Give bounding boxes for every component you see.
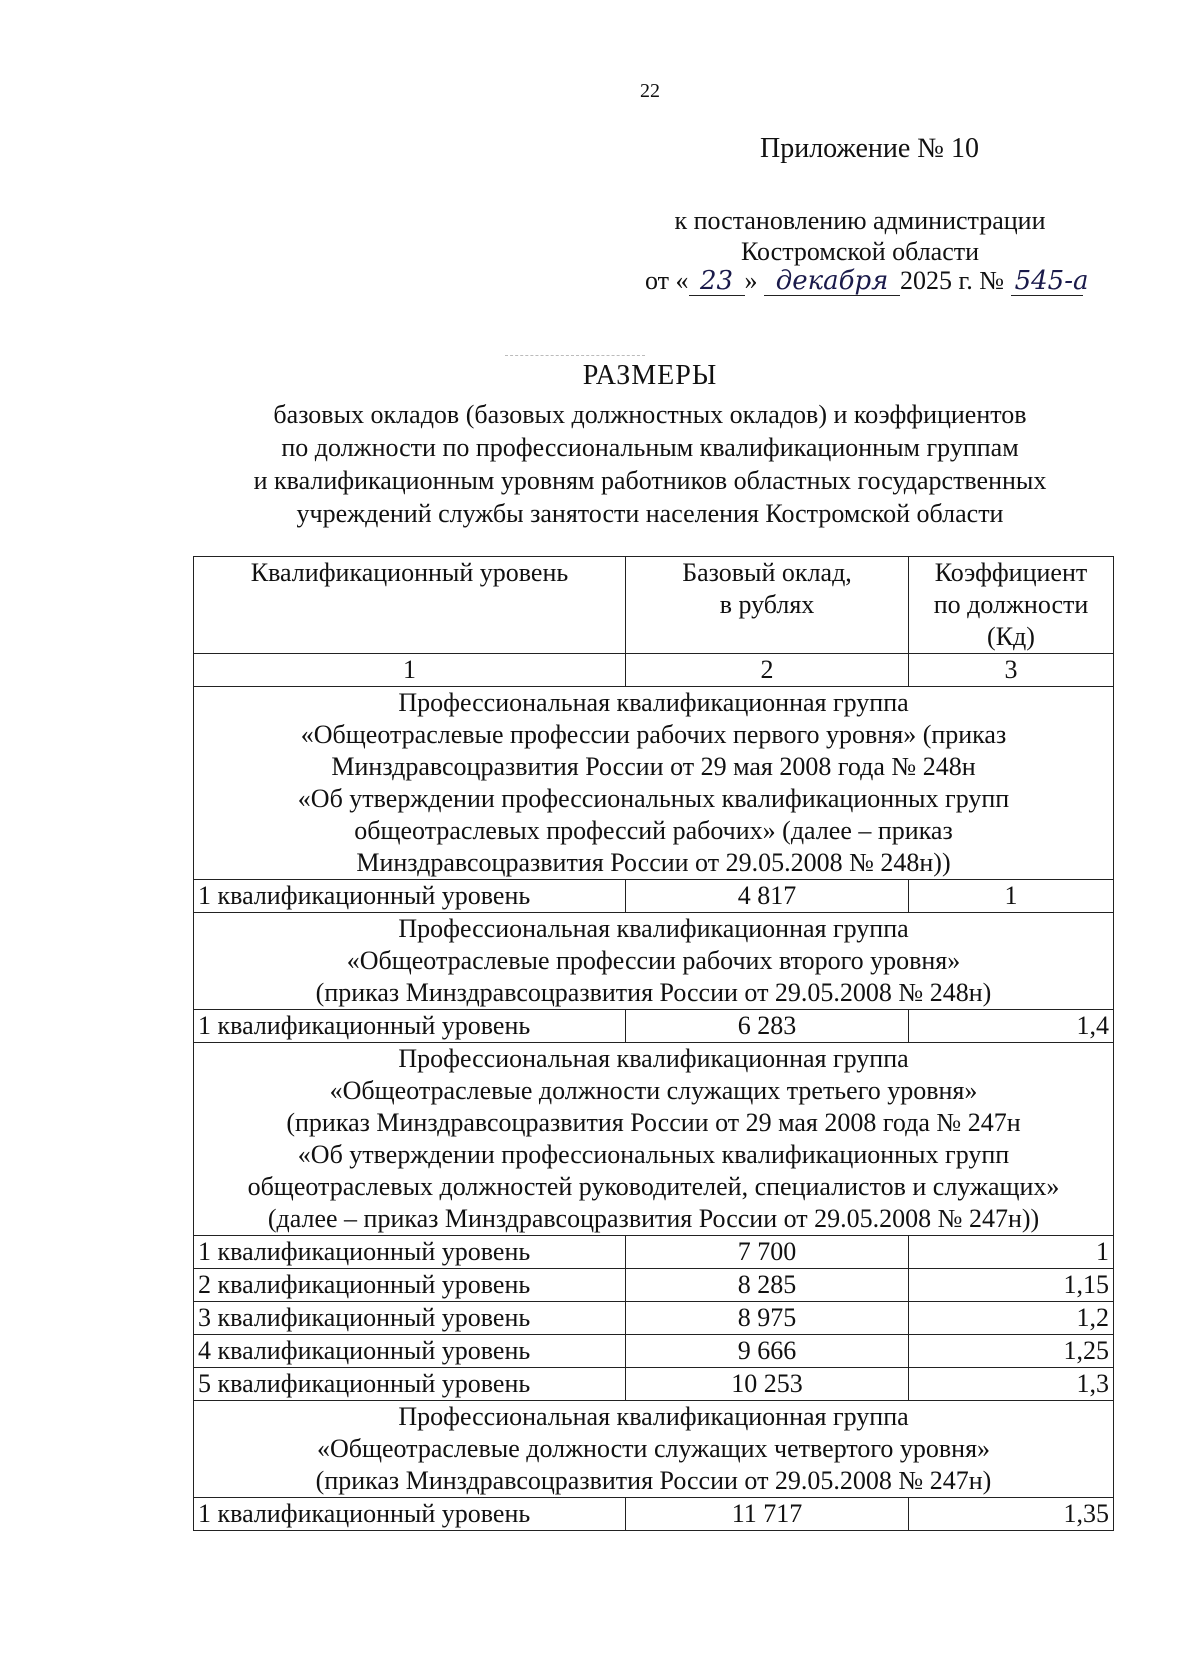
group-header-row — [194, 1043, 1114, 1236]
group-line: (приказ Минздравсоцразвития России от 29.05.2008 № 248н) — [315, 978, 992, 1007]
salary-cell: 8 285 — [626, 1269, 909, 1302]
decree-line-2: Костромской области — [740, 237, 980, 266]
group-line: Профессиональная квалификационная группа — [398, 1402, 909, 1431]
header-coefficient-line: по должности — [933, 590, 1089, 619]
header-salary-line: Базовый оклад, — [682, 558, 852, 587]
group-line: «Общеотраслевые должности служащих четвертого уровня» — [316, 1434, 991, 1463]
table-row — [194, 1335, 1114, 1368]
group-header — [194, 687, 1114, 880]
coefficient-cell: 1,3 — [909, 1368, 1114, 1401]
group-line: «Общеотраслевые профессии рабочих второго уровня» — [346, 946, 961, 975]
group-line: (приказ Минздравсоцразвития России от 29 мая 2008 года № 247н — [286, 1108, 1021, 1137]
group-line: общеотраслевых должностей руководителей, специалистов и служащих» — [247, 1172, 1060, 1201]
table-row — [194, 1368, 1114, 1401]
document-subtitle — [150, 398, 1150, 530]
table-row — [194, 1010, 1114, 1043]
header-level-label: Квалификационный уровень — [250, 558, 569, 587]
group-line: «Общеотраслевые профессии рабочих первого уровня» (приказ — [300, 720, 1007, 749]
group-line: «Об утверждении профессиональных квалификационных групп — [297, 784, 1010, 813]
level-cell: 1 квалификационный уровень — [194, 1498, 626, 1531]
coefficient-cell: 1,25 — [909, 1335, 1114, 1368]
table-row — [194, 1236, 1114, 1269]
group-header-row — [194, 1401, 1114, 1498]
group-line: Профессиональная квалификационная группа — [398, 1044, 909, 1073]
date-prefix: от « — [645, 266, 689, 295]
handwritten-day: 23 — [689, 268, 745, 296]
header-salary — [626, 557, 909, 654]
column-number: 1 — [194, 654, 626, 687]
coefficient-cell: 1 — [909, 880, 1114, 913]
header-level — [194, 557, 626, 654]
header-coefficient-line: Коэффициент — [934, 558, 1088, 587]
coefficient-cell: 1,35 — [909, 1498, 1114, 1531]
salary-cell: 6 283 — [626, 1010, 909, 1043]
group-header — [194, 1401, 1114, 1498]
decree-line-1: к постановлению администрации — [674, 206, 1046, 235]
salary-cell: 11 717 — [626, 1498, 909, 1531]
salary-cell: 8 975 — [626, 1302, 909, 1335]
level-cell: 5 квалификационный уровень — [194, 1368, 626, 1401]
coefficient-cell: 1,4 — [909, 1010, 1114, 1043]
header-coefficient — [909, 557, 1114, 654]
group-line: «Об утверждении профессиональных квалификационных групп — [297, 1140, 1010, 1169]
date-close: » — [744, 266, 758, 295]
group-line: (далее – приказ Минздравсоцразвития России от 29.05.2008 № 247н)) — [267, 1204, 1040, 1233]
level-cell: 1 квалификационный уровень — [194, 880, 626, 913]
level-cell: 1 квалификационный уровень — [194, 1236, 626, 1269]
group-header — [194, 913, 1114, 1010]
coefficient-cell: 1,15 — [909, 1269, 1114, 1302]
table-row — [194, 1302, 1114, 1335]
group-header-row — [194, 687, 1114, 880]
group-header-row — [194, 913, 1114, 1010]
group-line: (приказ Минздравсоцразвития России от 29.05.2008 № 247н) — [315, 1466, 992, 1495]
subtitle-line: по должности по профессиональным квалификационным группам — [281, 433, 1019, 462]
level-cell: 2 квалификационный уровень — [194, 1269, 626, 1302]
coefficient-cell: 1 — [909, 1236, 1114, 1269]
table-row — [194, 880, 1114, 913]
decree-date — [645, 266, 1089, 296]
group-line: Минздравсоцразвития России от 29.05.2008 № 248н)) — [356, 848, 951, 877]
column-number-row — [194, 654, 1114, 687]
document-title: РАЗМЕРЫ — [582, 360, 718, 391]
header-salary-line: в рублях — [719, 590, 815, 619]
handwritten-decree-number: 545-а — [1011, 268, 1083, 296]
coefficient-cell: 1,2 — [909, 1302, 1114, 1335]
date-year: 2025 г. № — [900, 266, 1005, 295]
salary-cell: 7 700 — [626, 1236, 909, 1269]
group-line: Минздравсоцразвития России от 29 мая 2008 года № 248н — [331, 752, 976, 781]
group-header — [194, 1043, 1114, 1236]
table-row — [194, 1269, 1114, 1302]
level-cell: 4 квалификационный уровень — [194, 1335, 626, 1368]
group-line: Профессиональная квалификационная группа — [398, 914, 909, 943]
salary-table — [193, 556, 1114, 1531]
column-number: 2 — [626, 654, 909, 687]
table-header-row — [194, 557, 1114, 654]
level-cell: 1 квалификационный уровень — [194, 1010, 626, 1043]
column-number: 3 — [909, 654, 1114, 687]
table-row — [194, 1498, 1114, 1531]
subtitle-line: базовых окладов (базовых должностных окладов) и коэффициентов — [273, 400, 1027, 429]
salary-cell: 4 817 — [626, 880, 909, 913]
group-line: Профессиональная квалификационная группа — [398, 688, 909, 717]
group-line: общеотраслевых профессий рабочих» (далее – приказ — [354, 816, 953, 845]
handwritten-month: декабря — [764, 268, 900, 296]
group-line: «Общеотраслевые должности служащих третьего уровня» — [329, 1076, 978, 1105]
header-coefficient-line: (Кд) — [987, 622, 1035, 651]
level-cell: 3 квалификационный уровень — [194, 1302, 626, 1335]
salary-cell: 9 666 — [626, 1335, 909, 1368]
subtitle-line: и квалификационным уровням работников областных государственных — [253, 466, 1047, 495]
appendix-title: Приложение № 10 — [760, 133, 979, 164]
page-number: 22 — [640, 80, 660, 102]
faint-divider — [505, 355, 645, 356]
salary-cell: 10 253 — [626, 1368, 909, 1401]
subtitle-line: учреждений службы занятости населения Костромской области — [296, 499, 1004, 528]
